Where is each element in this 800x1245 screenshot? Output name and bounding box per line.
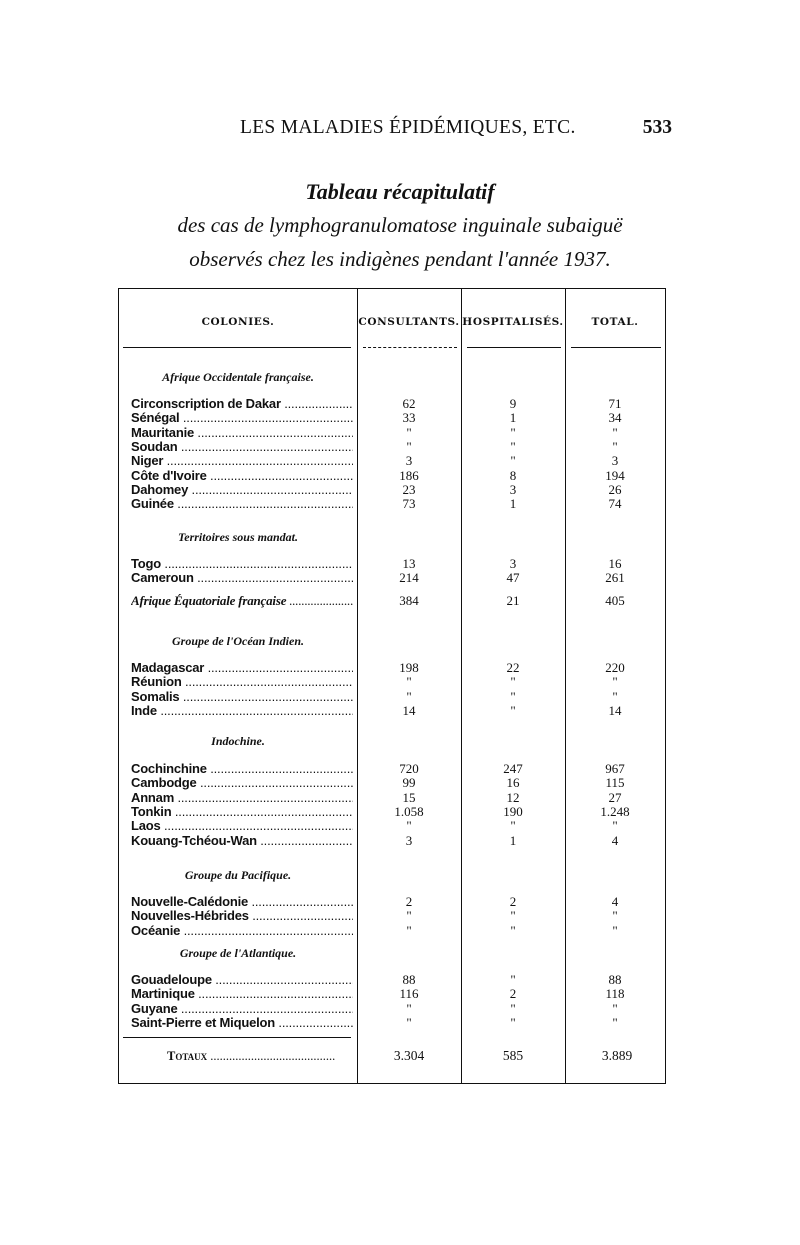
hospitalises-value: 2 [509,986,517,1002]
consultants-value: 3 [405,453,413,469]
table-row [119,483,665,497]
table-row [119,987,665,1001]
group-heading: Afrique Occidentale française. [162,370,314,384]
colony-name: Niger ..... [131,454,353,468]
colony-name: Réunion ..... [131,675,353,689]
total-value: 194 [605,467,625,483]
table-row [119,791,665,805]
table-row [119,675,665,689]
hospitalises-value: " [510,424,516,440]
total-value: 118 [605,986,625,1002]
hospitalises-value: 1 [509,410,517,426]
total-value: 74 [608,496,622,512]
colony-name: Cochinchine ..... [131,762,353,776]
table-row [119,594,665,608]
table-row [119,497,665,511]
header-rule [123,347,351,348]
hospitalises-value: 1 [509,832,517,848]
table-row [119,469,665,483]
column-header-total: TOTAL. [591,316,639,328]
hospitalises-value: 9 [509,396,517,411]
totals-total: 3.889 [601,1048,633,1063]
table-subtitle-line-2: observés chez les indigènes pendant l'année 1937. [189,247,611,271]
hospitalises-value: " [510,438,516,454]
consultants-value: 116 [399,986,419,1002]
colony-name: Guyane ..... [131,1002,353,1016]
total-value: 27 [608,789,622,805]
total-value: " [612,438,618,454]
hospitalises-value: 16 [506,775,520,791]
colony-name: Madagascar ..... [131,661,353,675]
totals-rule [123,1037,351,1038]
consultants-value: 23 [402,481,416,497]
consultants-value: 14 [402,702,416,718]
colony-name: Nouvelle-Calédonie ..... [131,895,353,909]
consultants-value: " [406,424,412,440]
colony-name: Dahomey ..... [131,483,353,497]
total-value: 405 [605,593,625,608]
total-value: " [612,424,618,440]
table-row [119,426,665,440]
group-heading: Indochine. [211,734,265,748]
hospitalises-value: 8 [509,467,517,483]
group-heading: Groupe du Pacifique. [184,868,292,882]
hospitalises-value: 21 [506,593,520,608]
hospitalises-value: " [510,1000,516,1016]
table-row [119,834,665,848]
hospitalises-value: 12 [506,789,520,805]
colony-name: Afrique Équatoriale française ..... [131,594,353,608]
table-row [119,690,665,704]
hospitalises-value: 2 [509,894,517,909]
total-value: 4 [611,894,619,909]
total-value: " [612,674,618,690]
colony-name: Cambodge ..... [131,776,353,790]
colony-name: Cameroun ..... [131,571,353,585]
consultants-value: 3 [405,832,413,848]
column-header-hospitalises: HOSPITALISÉS. [462,316,564,328]
total-value: " [612,688,618,704]
table-title-block [100,176,700,276]
colony-name: Somalis ..... [131,690,353,704]
group-heading: Groupe de l'Océan Indien. [172,634,304,648]
total-value: 220 [605,660,625,675]
table-row [119,819,665,833]
page-number: 533 [642,117,672,138]
consultants-value: " [406,688,412,704]
total-value: 88 [608,972,622,987]
running-head [120,117,672,145]
total-value: 4 [611,832,619,848]
consultants-value: 1.058 [394,803,424,819]
colony-name: Gouadeloupe ..... [131,973,353,987]
hospitalises-value: " [510,453,516,469]
consultants-value: 88 [402,972,416,987]
group-heading: Groupe de l'Atlantique. [179,946,297,960]
table-row [119,776,665,790]
hospitalises-value: 1 [509,496,517,512]
colony-name: Mauritanie ..... [131,426,353,440]
colony-name: Annam ..... [131,791,353,805]
consultants-value: " [406,674,412,690]
colony-name: Inde ..... [131,704,353,718]
table-row [119,704,665,718]
hospitalises-value: 190 [503,803,523,819]
table-row [119,1016,665,1030]
consultants-value: 720 [399,761,419,776]
total-value: 261 [605,570,625,586]
total-value: 115 [605,775,625,791]
table-row [119,762,665,776]
table-row [119,805,665,819]
colony-name: Saint-Pierre et Miquelon ..... [131,1016,353,1030]
consultants-value: 62 [402,396,416,411]
colony-name: Tonkin ..... [131,805,353,819]
consultants-value: 99 [402,775,416,791]
running-title: LES MALADIES ÉPIDÉMIQUES, ETC. [240,117,576,138]
total-value: " [612,818,618,834]
hospitalises-value: " [510,922,516,938]
header-rule [363,347,457,348]
totals-label: Totaux ..... [167,1049,353,1063]
consultants-value: " [406,1000,412,1016]
consultants-value: " [406,1014,412,1030]
colony-name: Martinique ..... [131,987,353,1001]
hospitalises-value: " [510,702,516,718]
hospitalises-value: 247 [503,761,523,776]
summary-table [118,288,666,1084]
table-row [119,454,665,468]
totals-row [119,1049,665,1063]
consultants-value: 33 [402,410,416,426]
table-subtitle-line-1: des cas de lymphogranulomatose inguinale subaiguë [177,213,623,237]
consultants-value: 214 [399,570,419,586]
table-row [119,397,665,411]
hospitalises-value: " [510,908,516,924]
total-value: " [612,908,618,924]
hospitalises-value: 3 [509,481,517,497]
totals-consultants: 3.304 [393,1048,425,1063]
table-row [119,411,665,425]
total-value: 34 [608,410,622,426]
hospitalises-value: 22 [506,660,520,675]
table-title: Tableau récapitulatif [305,179,495,204]
colony-name: Soudan ..... [131,440,353,454]
hospitalises-value: 3 [509,556,517,571]
header-rule [467,347,561,348]
consultants-value: 15 [402,789,416,805]
consultants-value: " [406,922,412,938]
colony-name: Sénégal ..... [131,411,353,425]
header-rule [571,347,661,348]
consultants-value: 2 [405,894,413,909]
consultants-value: 13 [402,556,416,571]
consultants-value: 384 [399,593,419,608]
total-value: 71 [608,396,622,411]
table-row [119,661,665,675]
hospitalises-value: " [510,674,516,690]
total-value: 967 [605,761,625,776]
table-row [119,909,665,923]
table-row [119,571,665,585]
table-row [119,557,665,571]
consultants-value: " [406,908,412,924]
column-header-colonies: COLONIES. [201,316,275,328]
colony-name: Togo ..... [131,557,353,571]
consultants-value: 186 [399,467,419,483]
hospitalises-value: " [510,688,516,704]
colony-name: Côte d'Ivoire ..... [131,469,353,483]
colony-name: Guinée ..... [131,497,353,511]
hospitalises-value: 47 [506,570,520,586]
colony-name: Océanie ..... [131,924,353,938]
colony-name: Laos ..... [131,819,353,833]
table-row [119,440,665,454]
total-value: " [612,922,618,938]
table-row [119,924,665,938]
column-header-consultants: CONSULTANTS. [358,316,460,328]
hospitalises-value: " [510,818,516,834]
table-row [119,973,665,987]
total-value: 1.248 [600,803,630,819]
table-row [119,1002,665,1016]
colony-name: Circonscription de Dakar ..... [131,397,353,411]
hospitalises-value: " [510,972,516,987]
colony-name: Kouang-Tchéou-Wan ..... [131,834,353,848]
table-row [119,895,665,909]
total-value: " [612,1014,618,1030]
total-value: 16 [608,556,622,571]
consultants-value: 198 [399,660,419,675]
consultants-value: " [406,438,412,454]
colony-name: Nouvelles-Hébrides ..... [131,909,353,923]
total-value: 14 [608,702,622,718]
total-value: 26 [608,481,622,497]
consultants-value: 73 [402,496,416,512]
consultants-value: " [406,818,412,834]
total-value: 3 [611,453,619,469]
group-heading: Territoires sous mandat. [178,530,298,544]
totals-hospitalises: 585 [502,1048,524,1063]
hospitalises-value: " [510,1014,516,1030]
total-value: " [612,1000,618,1016]
